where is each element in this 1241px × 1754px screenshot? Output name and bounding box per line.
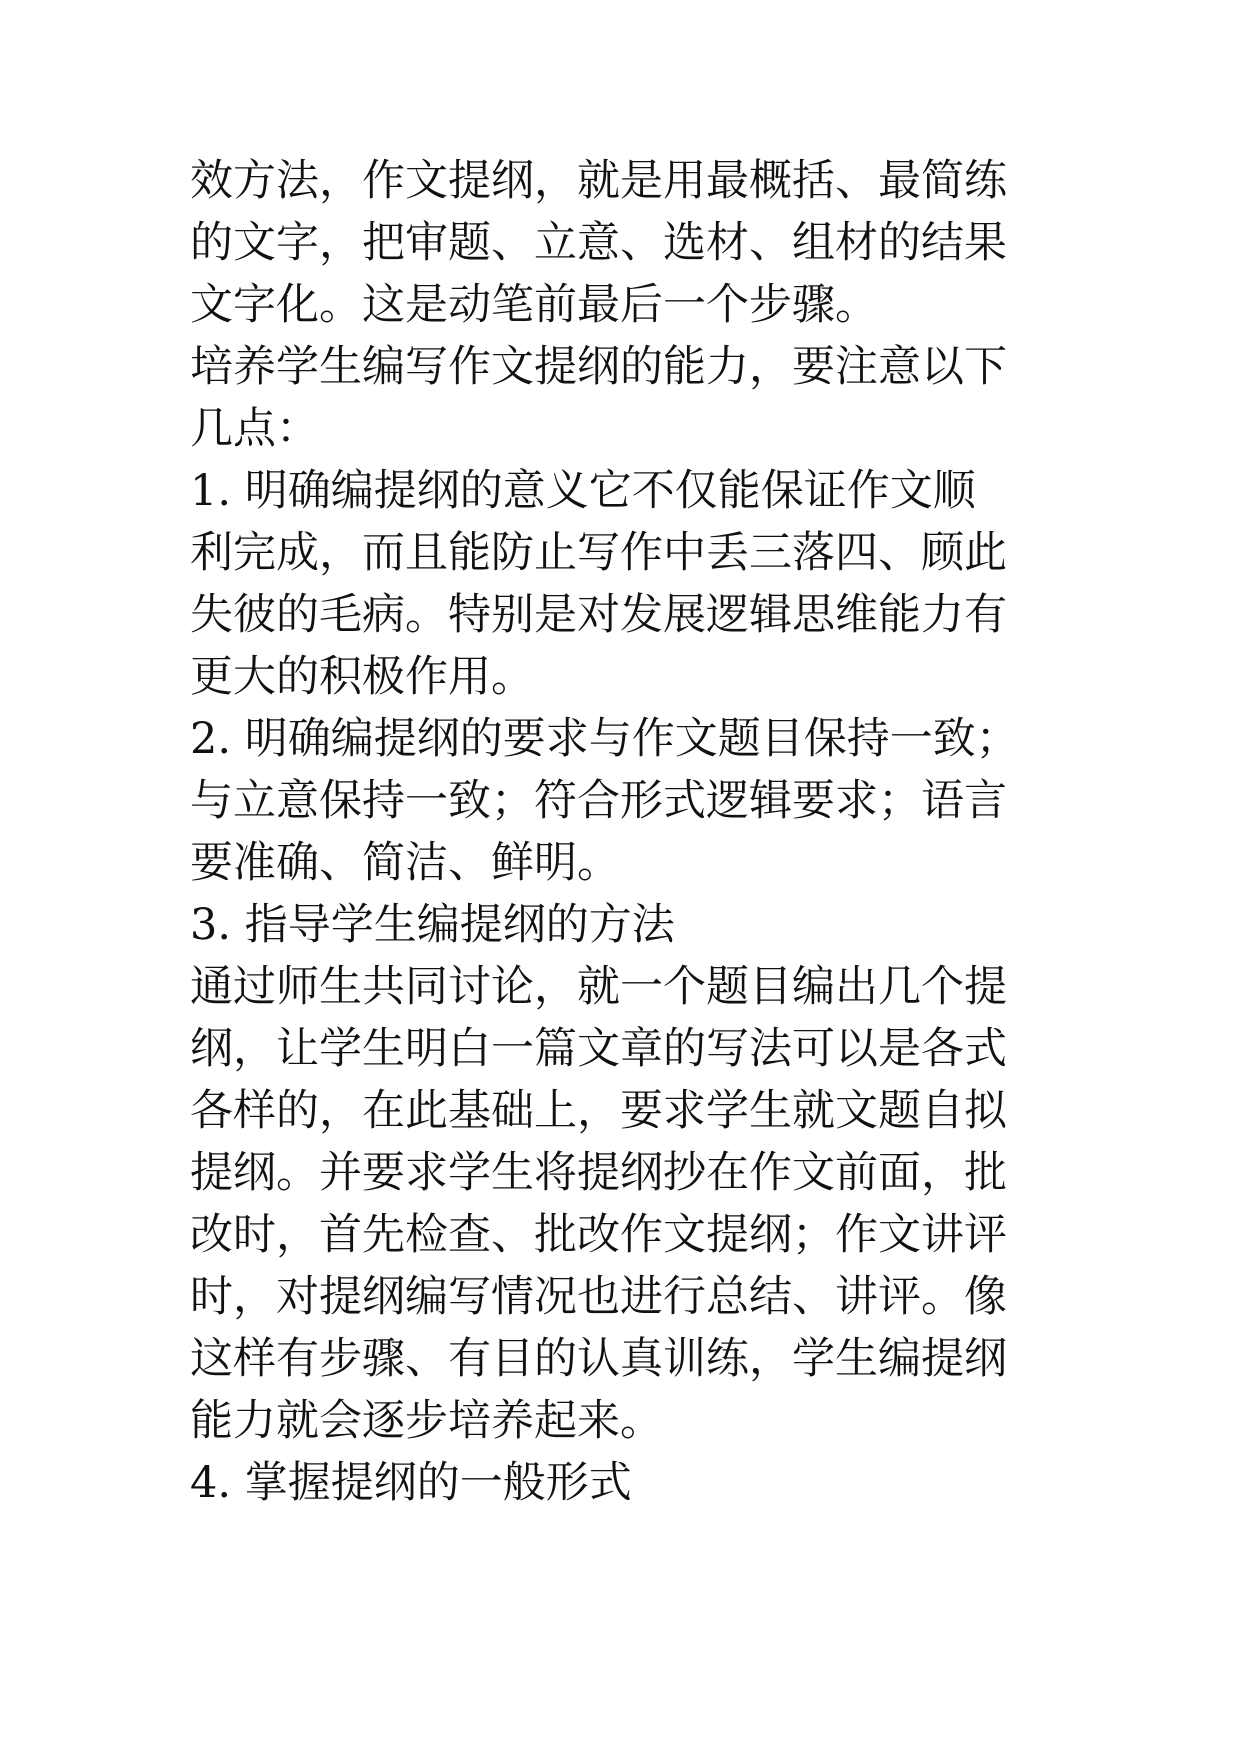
text-line: 2. 明确编提纲的要求与作文题目保持一致； — [190, 714, 1019, 764]
text-line: 这样有步骤、有目的认真训练，学生编提纲 — [190, 1334, 1007, 1384]
text-line: 利完成，而且能防止写作中丢三落四、顾此 — [190, 528, 1007, 578]
text-line: 3. 指导学生编提纲的方法 — [190, 900, 675, 950]
text-line: 4. 掌握提纲的一般形式 — [190, 1458, 632, 1508]
text-line: 文字化。这是动笔前最后一个步骤。 — [190, 280, 878, 330]
text-line: 各样的，在此基础上，要求学生就文题自拟 — [190, 1086, 1007, 1136]
text-line: 培养学生编写作文提纲的能力，要注意以下 — [190, 342, 1007, 392]
text-line: 效方法，作文提纲，就是用最概括、最简练 — [190, 156, 1007, 206]
text-line: 要准确、简洁、鲜明。 — [190, 838, 620, 888]
text-line: 几点： — [190, 404, 319, 454]
text-line: 的文字，把审题、立意、选材、组材的结果 — [190, 218, 1007, 268]
text-line: 时，对提纲编写情况也进行总结、讲评。像 — [190, 1272, 1007, 1322]
text-line: 更大的积极作用。 — [190, 652, 534, 702]
text-line: 与立意保持一致；符合形式逻辑要求；语言 — [190, 776, 1007, 826]
text-line: 提纲。并要求学生将提纲抄在作文前面，批 — [190, 1148, 1007, 1198]
text-line: 1. 明确编提纲的意义它不仅能保证作文顺 — [190, 466, 976, 516]
text-line: 通过师生共同讨论，就一个题目编出几个提 — [190, 962, 1007, 1012]
text-line: 失彼的毛病。特别是对发展逻辑思维能力有 — [190, 590, 1007, 640]
text-line: 纲，让学生明白一篇文章的写法可以是各式 — [190, 1024, 1007, 1074]
document-body — [190, 150, 1070, 1514]
text-line: 能力就会逐步培养起来。 — [190, 1396, 663, 1446]
text-line: 改时，首先检查、批改作文提纲；作文讲评 — [190, 1210, 1007, 1260]
